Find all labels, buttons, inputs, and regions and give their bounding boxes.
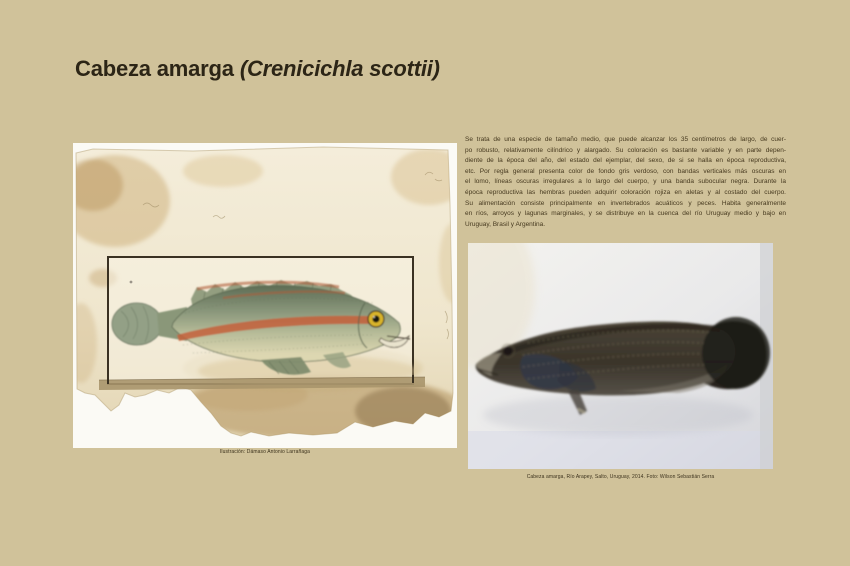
species-scientific-name: (Crenicichla scottii): [239, 56, 440, 81]
species-description: Se trata de una especie de tamaño medio, que puede alcanzar los 35 centímetros de largo, de cuer- po robusto, relativamente cilíndrico y alargado. Su coloración es bastante variable y en parte depen- diente de la época del año, del estado del ejemplar, del sexo, de si se halla en época reproductiva, etc. Por regla general presenta color de fondo gris verdoso, con bandas verticales más oscuras en el lomo, líneas oscuras irregulares a lo largo del cuerpo, y una banda subocular negra. Durante la época reproductiva las hembras pueden adquirir coloración rojiza en aletas y al costado del cuerpo. Su alimentación consiste principalmente en invertebrados acuáticos y peces. Habita generalmente en ríos, arroyos y lagunas marginales, y se distribuye en la cuenca del río Uruguay medio y bajo en Uruguay, Brasil y Argentina.: [465, 136, 786, 228]
photo-figure: [468, 243, 773, 469]
fish-illustration-image: [73, 143, 457, 448]
fish-photo-image: [468, 243, 773, 469]
illustration-figure: [73, 143, 457, 448]
illustration-caption: Ilustración: Dámaso Antonio Larrañaga: [219, 449, 311, 455]
page-title: [75, 56, 440, 82]
species-common-name: Cabeza amarga: [75, 56, 234, 81]
photo-caption: Cabeza amarga, Río Arapey, Salto, Uruguay, 2014. Foto: Wilson Sebastián Serra: [526, 474, 715, 480]
